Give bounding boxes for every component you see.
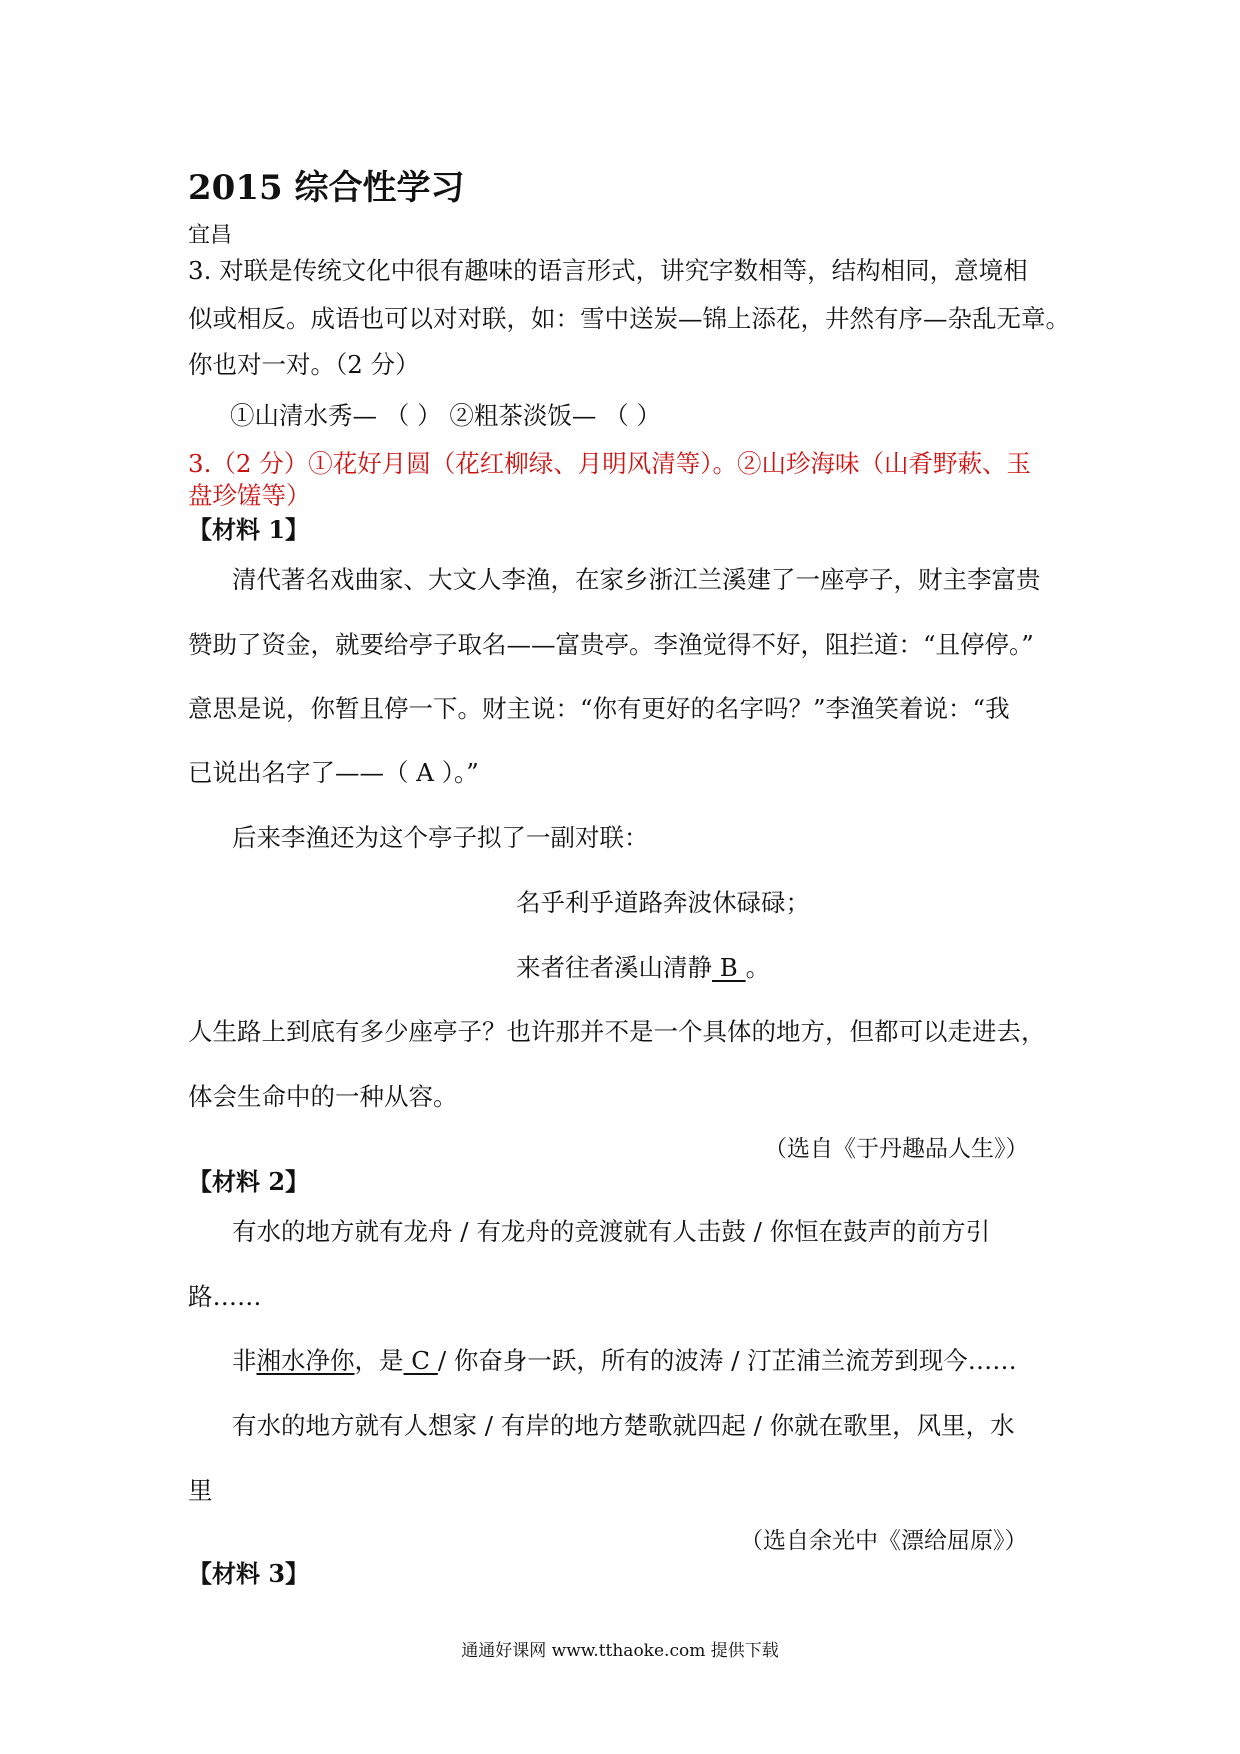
page-footer: 通通好课网 www.tthaoke.com 提供下载 [461, 1641, 779, 1661]
question-3-line-1: 3. 对联是传统文化中很有趣味的语言形式，讲究字数相等，结构相同，意境相 [188, 256, 1028, 285]
material-2-heading: 【材料 2】 [188, 1167, 310, 1196]
couplet-second-text: 来者往者溪山清静 [516, 953, 712, 982]
couplet-second-line [516, 949, 770, 984]
material-1-para-1-line-3: 意思是说，你暂且停一下。财主说：“你有更好的名字吗？”李渔笑着说：“我 [188, 694, 1010, 723]
material-1-para-1-line-4: 已说出名字了——（ A ）。” [188, 758, 479, 787]
material-1-heading: 【材料 1】 [188, 515, 310, 544]
material-2-line-2: 路…… [188, 1282, 262, 1311]
material-1-para-1-line-2: 赞助了资金，就要给亭子取名——富贵亭。李渔觉得不好，阻拦道：“且停停。” [188, 630, 1034, 659]
answer-line-1: 3.（2 分）①花好月圆（花红柳绿、月明风清等）。②山珍海味（山肴野蔌、玉 [188, 449, 1031, 478]
material-1-para-2: 后来李渔还为这个亭子拟了一副对联： [232, 823, 649, 852]
material-2-source: （选自余光中《漂给屈原》） [740, 1528, 1028, 1554]
question-3-items: ①山清水秀— （ ） ②粗茶淡饭— （ ） [230, 401, 661, 430]
answer-line-2: 盘珍馐等） [188, 481, 311, 510]
region-label: 宜昌 [188, 223, 233, 248]
blank-b: B [712, 953, 746, 982]
material-2-line-3-end: / 你奋身一跃，所有的波涛 / 汀芷浦兰流芳到现今…… [437, 1346, 1017, 1375]
material-2-line-5: 里 [188, 1476, 213, 1505]
couplet-first-line: 名乎利乎道路奔波休碌碌； [516, 888, 810, 917]
material-1-para-1-line-1: 清代著名戏曲家、大文人李渔，在家乡浙江兰溪建了一座亭子，财主李富贵 [232, 565, 1041, 594]
material-2-line-4: 有水的地方就有人想家 / 有岸的地方楚歌就四起 / 你就在歌里，风里，水 [232, 1411, 1015, 1440]
material-3-heading: 【材料 3】 [188, 1559, 310, 1588]
underlined-phrase: 湘水净你 [256, 1346, 355, 1375]
page-title: 2015 综合性学习 [188, 168, 465, 208]
material-1-para-3-line-1: 人生路上到底有多少座亭子？也许那并不是一个具体的地方，但都可以走进去， [188, 1017, 1046, 1046]
material-2-line-1: 有水的地方就有龙舟 / 有龙舟的竞渡就有人击鼓 / 你恒在鼓声的前方引 [232, 1217, 991, 1246]
couplet-second-end: 。 [745, 953, 771, 982]
question-3-line-2: 似或相反。成语也可以对对联，如：雪中送炭—锦上添花，井然有序—杂乱无章。 [188, 304, 1070, 333]
blank-c: C [403, 1346, 438, 1375]
question-3-line-3: 你也对一对。（2 分） [188, 350, 420, 379]
material-2-line-3-start: 非 [232, 1346, 257, 1375]
material-1-para-3-line-2: 体会生命中的一种从容。 [188, 1082, 458, 1111]
material-2-line-3-mid: ，是 [354, 1346, 404, 1375]
material-1-source: （选自《于丹趣品人生》） [764, 1136, 1029, 1162]
material-2-line-3 [232, 1342, 1017, 1377]
